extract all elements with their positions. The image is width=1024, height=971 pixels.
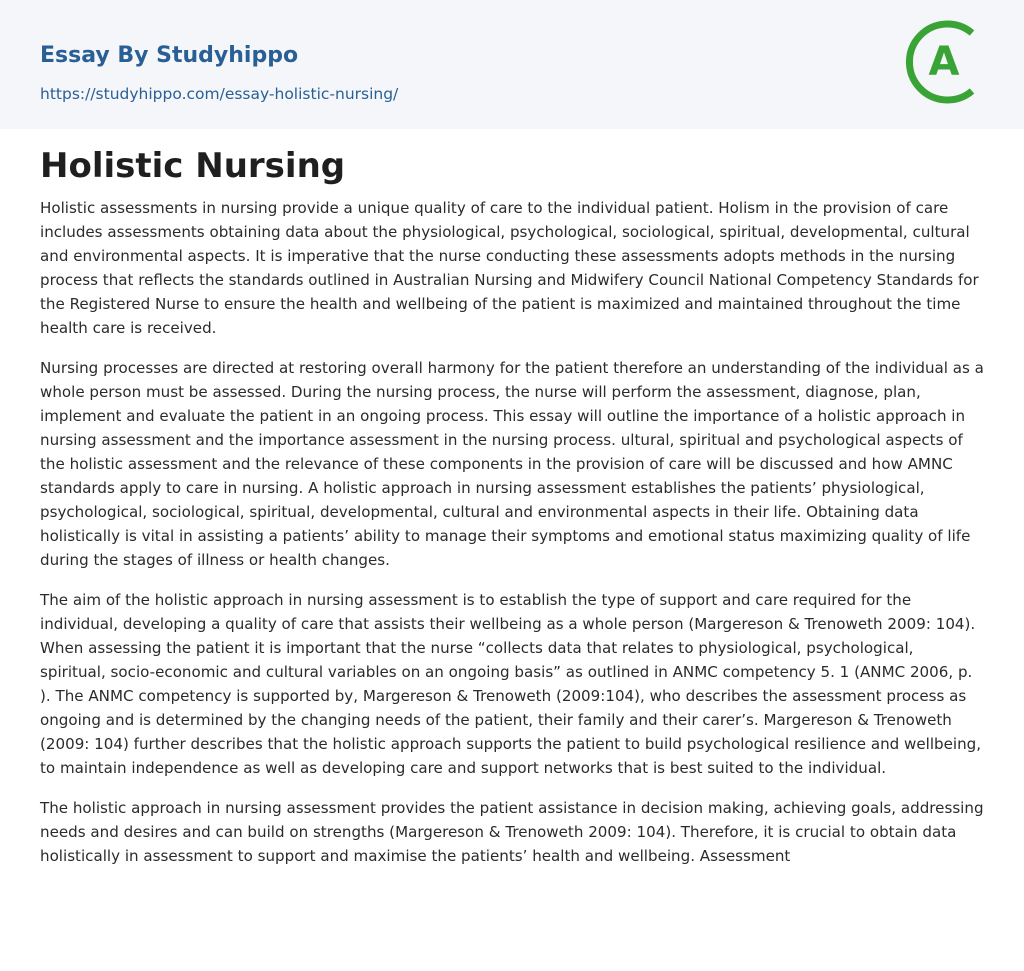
essay-paragraph: The holistic approach in nursing assessment provides the patient assistance in decision making, achieving goals, addressing needs and desires and can build on strengths (Margereson & Trenoweth 2009: 104). Therefore, it is crucial to obtain data holistically in assessment to support and maximise the patients’ health and wellbeing. Assessment — [40, 799, 984, 865]
page-title: Holistic Nursing — [40, 146, 346, 186]
essay-paragraph: The aim of the holistic approach in nursing assessment is to establish the type of support and care required for the individual, developing a quality of care that assists their wellbeing as a whole person (Margereson & Trenoweth 2009: 104). When assessing the patient it is important that the nurse “collects data that relates to physiological, psychological, spiritual, socio-economic and cultural variables on an ongoing basis” as outlined in ANMC competency 5. 1 (ANMC 2006, p. ). The ANMC competency is supported by, Margereson & Trenoweth (2009:104), who describes the assessment process as ongoing and is determined by the changing needs of the patient, their family and their carer’s. Margereson & Trenoweth (2009: 104) further describes that the holistic approach supports the patient to build psychological resilience and wellbeing, to maintain independence as well as developing care and support networks that is best suited to the individual. — [40, 591, 982, 777]
essay-content — [0, 129, 1024, 868]
essay-paragraph: Nursing processes are directed at restoring overall harmony for the patient therefore an understanding of the individual as a whole person must be assessed. During the nursing process, the nurse will perform the assessment, diagnose, plan, implement and evaluate the patient in an ongoing process. This essay will outline the importance of a holistic approach in nursing assessment and the importance assessment in the nursing process. ultural, spiritual and psychological aspects of the holistic assessment and the relevance of these components in the provision of care will be discussed and how AMNC standards apply to care in nursing. A holistic approach in nursing assessment establishes the patients’ physiological, psychological, sociological, spiritual, developmental, cultural and environmental aspects in their life. Obtaining data holistically is vital in assisting a patients’ ability to manage their symptoms and emotional status maximizing quality of life during the stages of illness or health changes. — [40, 359, 984, 569]
essay-paragraph: Holistic assessments in nursing provide a unique quality of care to the individual patient. Holism in the provision of care includes assessments obtaining data about the physiological, psychological, sociological, spiritual, developmental, cultural and environmental aspects. It is imperative that the nurse conducting these assessments adopts methods in the nursing process that reflects the standards outlined in Australian Nursing and Midwifery Council National Competency Standards for the Registered Nurse to ensure the health and wellbeing of the patient is maximized and maintained throughout the time health care is received. — [40, 199, 979, 337]
brand-title[interactable]: Essay By Studyhippo — [40, 43, 299, 68]
studyhippo-logo-icon[interactable] — [900, 19, 986, 105]
site-header — [0, 0, 1024, 129]
essay-url-link[interactable]: https://studyhippo.com/essay-holistic-nursing/ — [40, 85, 399, 103]
logo-letter: A — [928, 39, 960, 85]
